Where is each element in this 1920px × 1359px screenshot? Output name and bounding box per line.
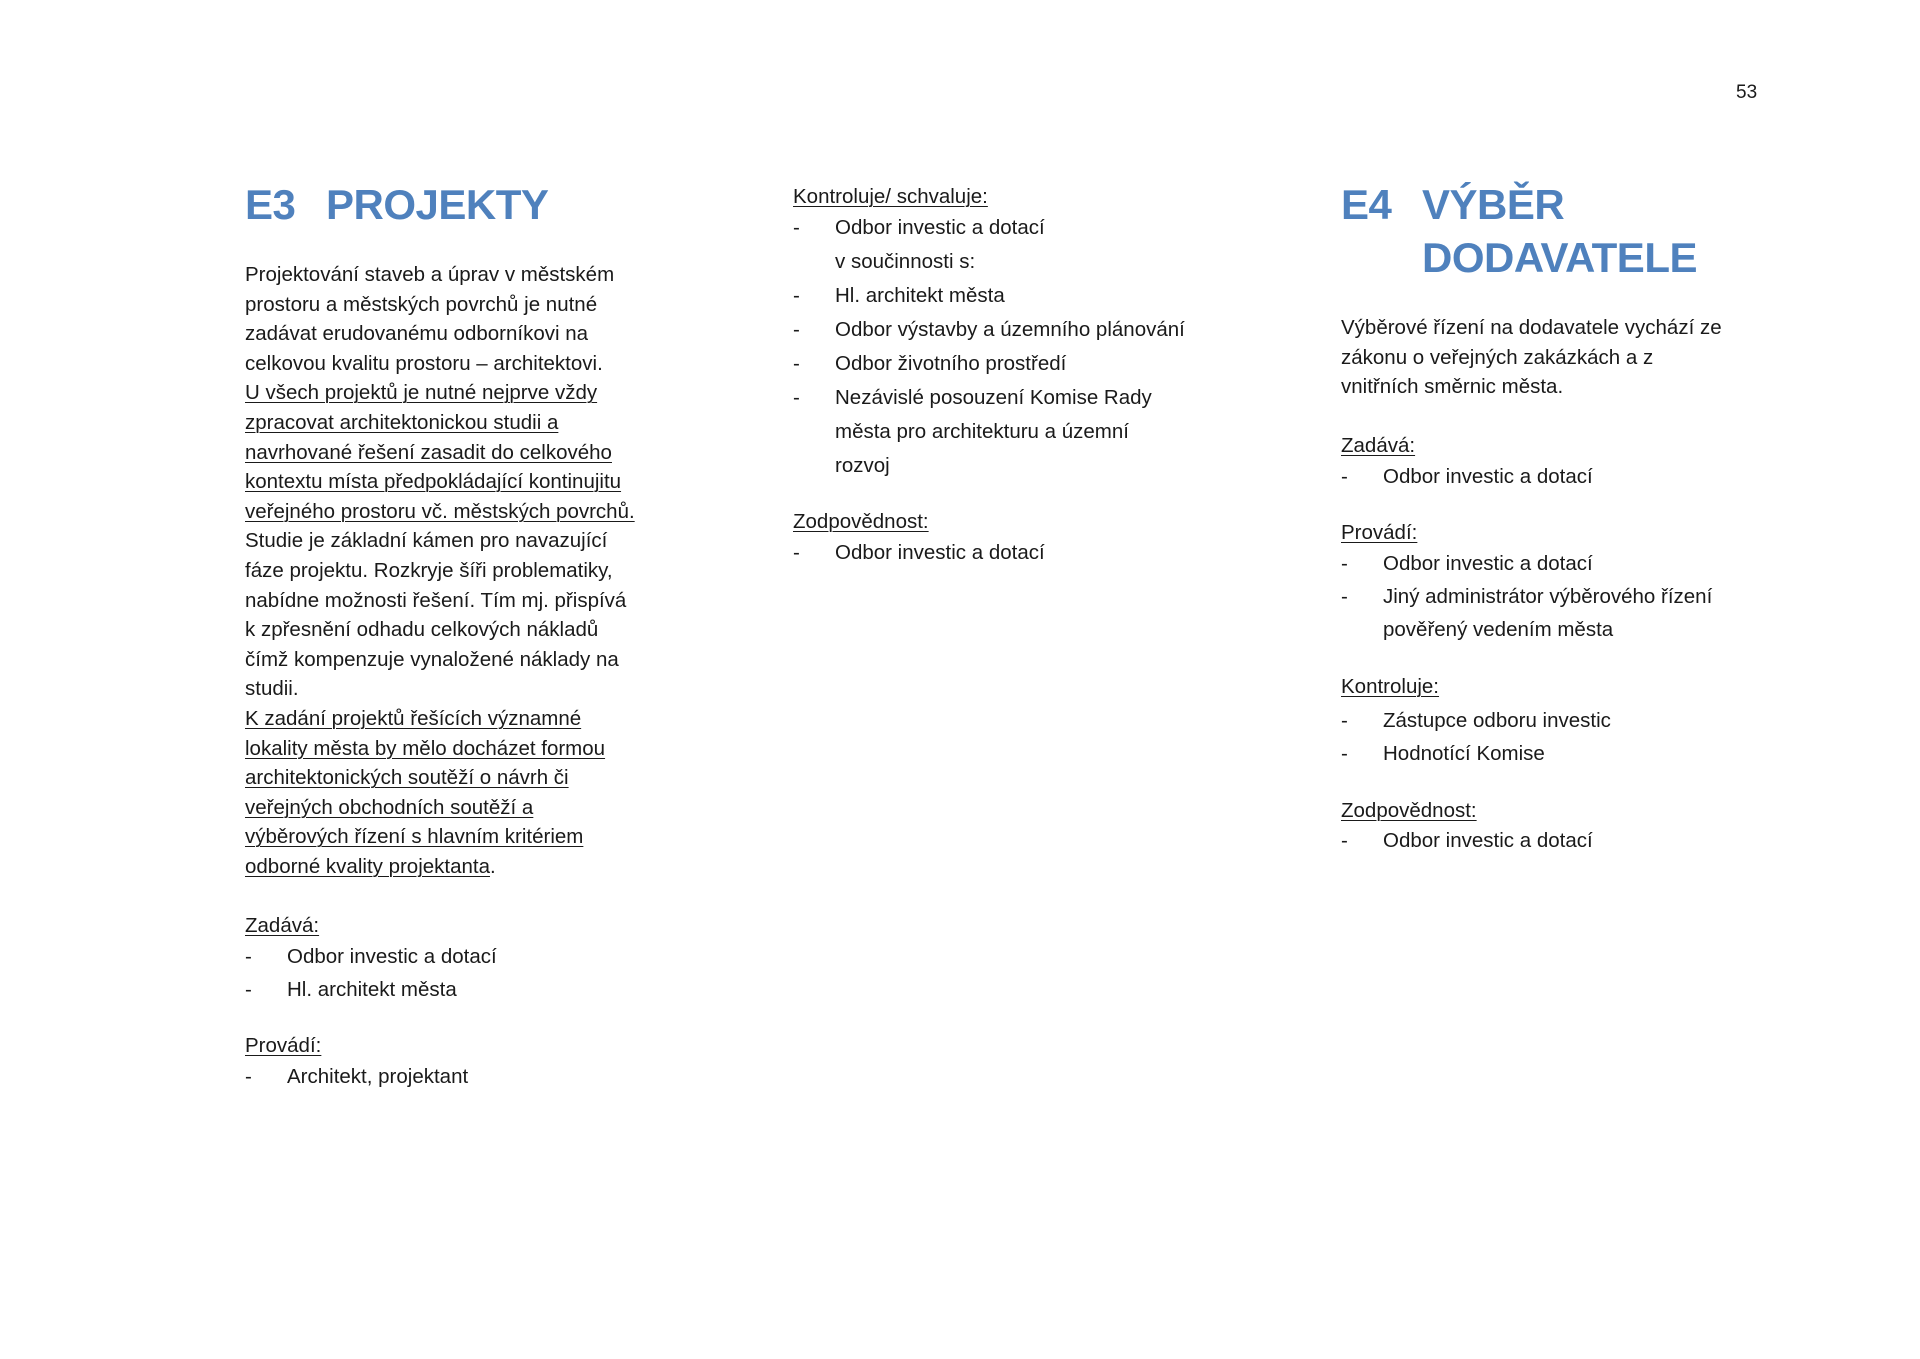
list-item	[793, 536, 1045, 569]
section-heading-e3	[245, 178, 548, 231]
dash-bullet: -	[1341, 465, 1348, 488]
list-item	[1341, 580, 1712, 646]
list-item-text: Hl. architekt města	[835, 284, 1005, 307]
dash-bullet: -	[245, 1065, 252, 1088]
e3-kontroluje-list	[793, 211, 1185, 483]
list-item-text: města pro architekturu a územní	[835, 420, 1129, 443]
dash-bullet: -	[793, 216, 800, 239]
e4-provadi-list	[1341, 547, 1712, 646]
list-item	[1341, 737, 1611, 770]
text-line: Výběrové řízení na dodavatele vychází ze	[1341, 316, 1722, 339]
dash-bullet: -	[793, 284, 800, 307]
section-title: DODAVATELE	[1422, 234, 1697, 281]
e3-zodpovednost-label: Zodpovědnost:	[793, 510, 929, 533]
e4-zadava-list	[1341, 460, 1593, 493]
text-line: nabídne možnosti řešení. Tím mj. přispívá	[245, 588, 627, 612]
underlined-line: architektonických soutěží o návrh či	[245, 766, 569, 790]
list-item	[793, 313, 1185, 347]
list-item	[793, 211, 1185, 279]
section-code: E4	[1341, 181, 1392, 228]
list-item-text: Odbor investic a dotací	[1383, 552, 1593, 575]
underlined-line: lokality města by mělo docházet formou	[245, 736, 606, 760]
list-item-text: Architekt, projektant	[287, 1065, 469, 1088]
list-item-text: Odbor výstavby a územního plánování	[835, 318, 1185, 341]
list-item-text: Zástupce odboru investic	[1383, 709, 1611, 732]
dash-bullet: -	[793, 318, 800, 341]
e3-zadava-list	[245, 940, 497, 1006]
list-item-text: Odbor investic a dotací	[1383, 829, 1593, 852]
list-item-text: Odbor investic a dotací	[1383, 465, 1593, 488]
list-item-text: Odbor životního prostředí	[835, 352, 1067, 375]
e3-provadi-label: Provádí:	[245, 1034, 322, 1057]
text-line: k zpřesnění odhadu celkových nákladů	[245, 618, 599, 642]
e4-provadi-label: Provádí:	[1341, 521, 1418, 544]
dash-bullet: -	[1341, 742, 1348, 765]
e4-zodpovednost-label: Zodpovědnost:	[1341, 799, 1477, 822]
list-item-text: v součinnosti s:	[835, 250, 976, 273]
page-number: 53	[1736, 82, 1758, 103]
dash-bullet: -	[1341, 829, 1348, 852]
underlined-line: K zadání projektů řešících významné	[245, 706, 582, 730]
list-item-text: Nezávislé posouzení Komise Rady	[835, 386, 1152, 409]
e4-kontroluje-list	[1341, 704, 1611, 770]
e4-kontroluje-label: Kontroluje:	[1341, 675, 1440, 698]
underlined-line: kontextu místa předpokládající kontinujitu	[245, 470, 622, 494]
list-item-text: Hodnotící Komise	[1383, 742, 1545, 765]
section-code: E3	[245, 181, 296, 228]
underlined-line: U všech projektů je nutné nejprve vždy	[245, 381, 598, 405]
section-title: VÝBĚR	[1422, 181, 1565, 228]
e4-zadava-label: Zadává:	[1341, 434, 1416, 457]
text-line: studii.	[245, 677, 299, 701]
list-item	[1341, 460, 1593, 493]
list-item-text: Hl. architekt města	[287, 978, 457, 1001]
text-line: Studie je základní kámen pro navazující	[245, 529, 608, 553]
e3-zodpovednost-list	[793, 536, 1045, 569]
section-title: PROJEKTY	[326, 181, 549, 228]
text-line: prostoru a městských povrchů je nutné	[245, 292, 598, 316]
dash-bullet: -	[1341, 709, 1348, 732]
list-item	[1341, 547, 1712, 580]
list-item-text: Odbor investic a dotací	[835, 541, 1045, 564]
e3-provadi-list	[245, 1060, 468, 1093]
text-line: čímž kompenzuje vynaložené náklady na	[245, 647, 619, 671]
list-item	[1341, 704, 1611, 737]
list-item-text: pověřený vedením města	[1383, 618, 1614, 641]
e3-paragraph	[245, 260, 635, 881]
list-item-text: rozvoj	[835, 454, 890, 477]
text-line: vnitřních směrnic města.	[1341, 375, 1564, 399]
text-line: zadávat erudovanému odborníkovi na	[245, 322, 589, 346]
text-line: fáze projektu. Rozkryje šíři problematiky,	[245, 558, 613, 582]
dash-bullet: -	[245, 978, 252, 1001]
underlined-line: veřejného prostoru vč. městských povrchů.	[245, 499, 635, 523]
e3-kontroluje-label: Kontroluje/ schvaluje:	[793, 185, 988, 208]
list-item	[245, 973, 497, 1006]
underlined-line: navrhované řešení zasadit do celkového	[245, 440, 612, 464]
dash-bullet: -	[793, 352, 800, 375]
e4-zodpovednost-list	[1341, 824, 1593, 857]
dash-bullet: -	[793, 541, 800, 564]
text-line: zákonu o veřejných zakázkách a z	[1341, 345, 1654, 369]
text-line: celkovou kvalitu prostoru – architektovi.	[245, 351, 603, 375]
underlined-line: odborné kvality projektanta	[245, 854, 491, 878]
list-item	[793, 347, 1185, 381]
e3-zadava-label: Zadává:	[245, 914, 320, 937]
underlined-line: výběrových řízení s hlavním kritériem	[245, 825, 584, 849]
list-item-text: Odbor investic a dotací	[287, 945, 497, 968]
list-item	[1341, 824, 1593, 857]
dash-bullet: -	[1341, 585, 1348, 608]
list-item	[793, 381, 1185, 483]
list-item-text: Jiný administrátor výběrového řízení	[1383, 585, 1713, 608]
text-line: Projektování staveb a úprav v městském	[245, 263, 615, 286]
dash-bullet: -	[245, 945, 252, 968]
list-item	[793, 279, 1185, 313]
section-heading-e4	[1341, 178, 1697, 284]
underlined-line: zpracovat architektonickou studii a	[245, 410, 559, 434]
dash-bullet: -	[793, 386, 800, 409]
list-item-text: Odbor investic a dotací	[835, 216, 1045, 239]
e4-paragraph	[1341, 313, 1722, 402]
end-punctuation: .	[490, 854, 496, 878]
underlined-line: veřejných obchodních soutěží a	[245, 795, 534, 819]
list-item	[245, 1060, 468, 1093]
dash-bullet: -	[1341, 552, 1348, 575]
list-item	[245, 940, 497, 973]
